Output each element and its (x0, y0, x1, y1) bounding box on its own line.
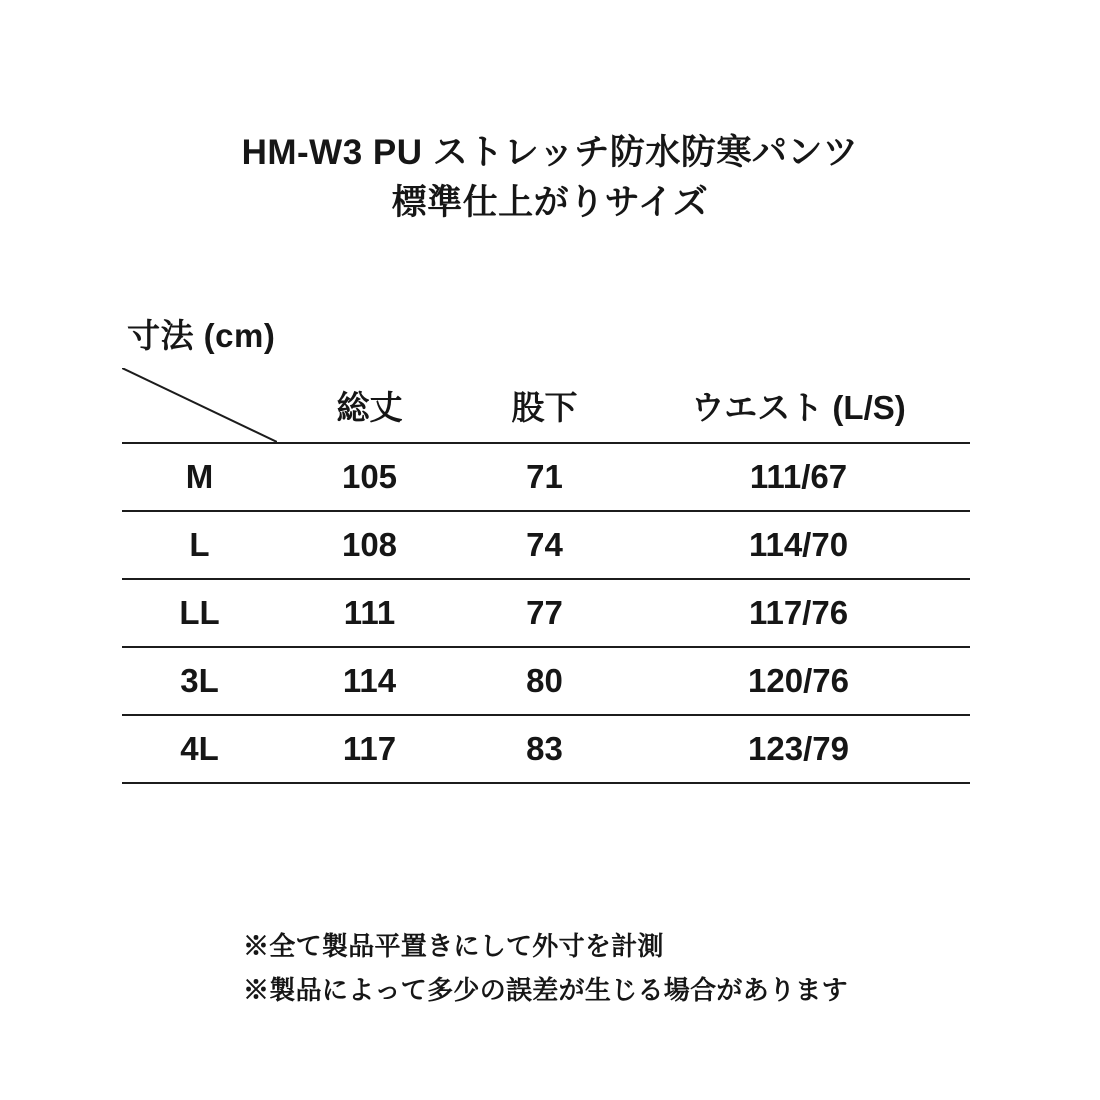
header-total-length: 総丈 (277, 368, 462, 443)
cell-inseam: 71 (462, 443, 627, 511)
header-waist: ウエスト (L/S) (627, 368, 970, 443)
table-row (122, 511, 970, 579)
cell-size: LL (122, 579, 277, 647)
header-row (122, 368, 970, 443)
note-line-1: ※全て製品平置きにして外寸を計測 (243, 931, 664, 961)
cell-size: 4L (122, 715, 277, 783)
notes-block (243, 924, 848, 1012)
cell-total-length: 105 (277, 443, 462, 511)
cell-total-length: 111 (277, 579, 462, 647)
size-table (122, 368, 970, 784)
table-body (122, 443, 970, 783)
cell-inseam: 74 (462, 511, 627, 579)
table-row (122, 647, 970, 715)
diagonal-divider-icon (122, 368, 277, 442)
cell-total-length: 108 (277, 511, 462, 579)
table-row (122, 443, 970, 511)
cell-size: M (122, 443, 277, 511)
cell-waist: 123/79 (627, 715, 970, 783)
note-line-2: ※製品によって多少の誤差が生じる場合があります (243, 975, 848, 1006)
cell-waist: 114/70 (627, 511, 970, 579)
table-row (122, 715, 970, 783)
cell-waist: 111/67 (627, 443, 970, 511)
corner-cell (122, 368, 277, 443)
table-header (122, 368, 970, 443)
cell-waist: 117/76 (627, 579, 970, 647)
header-inseam: 股下 (462, 368, 627, 443)
title-line-2: 標準仕上がりサイズ (391, 182, 709, 222)
cell-size: L (122, 511, 277, 579)
cell-size: 3L (122, 647, 277, 715)
title-line-1: HM-W3 PU ストレッチ防水防寒パンツ (241, 133, 859, 172)
table-row (122, 579, 970, 647)
dimension-caption: 寸法 (cm) (127, 317, 276, 354)
size-table-container (122, 368, 970, 784)
cell-inseam: 77 (462, 579, 627, 647)
page-title (0, 0, 1100, 227)
cell-waist: 120/76 (627, 647, 970, 715)
cell-inseam: 80 (462, 647, 627, 715)
cell-total-length: 117 (277, 715, 462, 783)
cell-total-length: 114 (277, 647, 462, 715)
cell-inseam: 83 (462, 715, 627, 783)
